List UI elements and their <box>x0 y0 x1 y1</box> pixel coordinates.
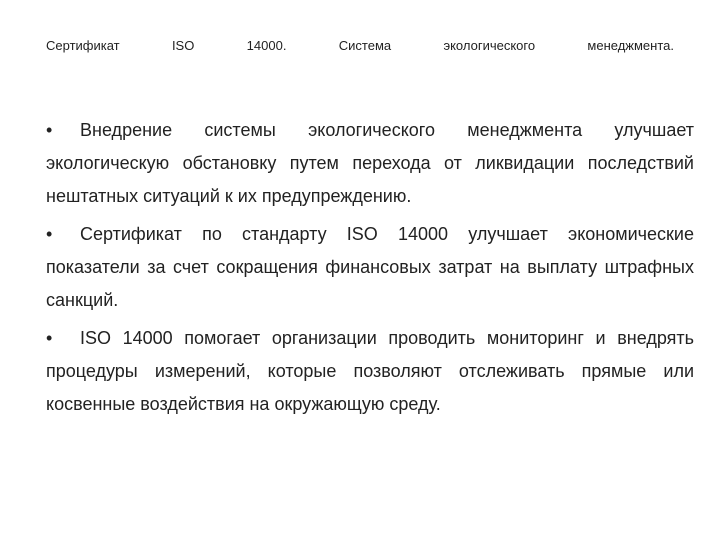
title-word: Сертификат <box>46 38 120 53</box>
bullet-marker: • <box>46 328 53 348</box>
title-word: ISO <box>171 38 195 53</box>
title-word: менеджмента. <box>587 38 674 53</box>
bullet-text: ISO 14000 помогает организации проводить мониторинг и внедрять процедуры измерений, которые позволяют отслеживать прямые или косвенные воздействия на окружающую среду. <box>46 328 694 414</box>
title-word: 14000. <box>246 38 287 53</box>
bullet-item <box>46 114 694 213</box>
title-word: экологического <box>443 38 536 53</box>
slide-title <box>46 38 674 53</box>
bullet-marker: • <box>46 120 53 140</box>
bullet-marker: • <box>46 224 53 244</box>
bullet-text: Сертификат по стандарту ISO 14000 улучшает экономические показатели за счет сокращения финансовых затрат на выплату штрафных санкций. <box>46 224 694 310</box>
bullet-item <box>46 218 694 317</box>
bullet-list <box>46 114 694 426</box>
title-word: Система <box>338 38 392 53</box>
bullet-item <box>46 322 694 421</box>
bullet-text: Внедрение системы экологического менеджмента улучшает экологическую обстановку путем перехода от ликвидации последствий нештатных ситуаций к их предупреждению. <box>46 120 694 206</box>
